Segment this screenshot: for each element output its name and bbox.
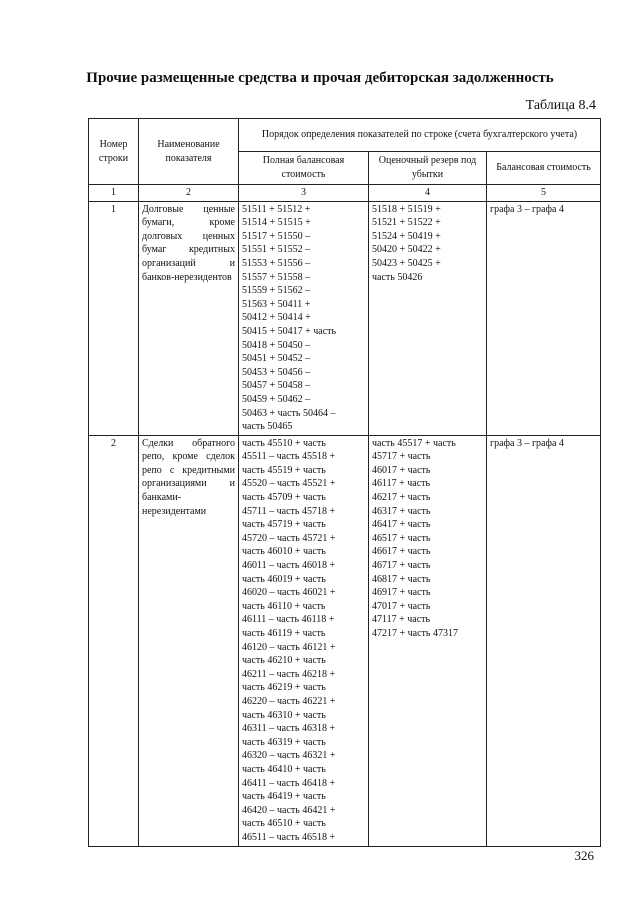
header-group: Порядок определения показателей по строке (счета бухгалтерского учета) xyxy=(239,119,601,152)
formula-line: 50415 + 50417 + часть xyxy=(242,325,337,337)
cell-col3 xyxy=(239,201,369,435)
header-row-no: Номер строки xyxy=(89,119,139,185)
formula-line: 51557 + 51558 – xyxy=(242,271,311,283)
formula-line: часть 46219 + часть xyxy=(242,682,326,694)
header-indicator-name: Наименование показателя xyxy=(139,119,239,185)
formula-line: 46320 – часть 46321 + xyxy=(242,750,336,762)
formula-line: 50412 + 50414 + xyxy=(242,312,311,324)
formula-line: часть 46419 + часть xyxy=(242,791,326,803)
cell-col4 xyxy=(369,435,487,846)
formula-line: 51553 + 51556 – xyxy=(242,257,311,269)
formula-line: 46317 + часть xyxy=(372,505,431,517)
formula-line: часть 45719 + часть xyxy=(242,519,326,531)
formula-line: 51514 + 51515 + xyxy=(242,217,311,229)
page-number: 326 xyxy=(574,848,594,863)
formula-line: 51521 + 51522 + xyxy=(372,217,441,229)
column-number: 2 xyxy=(139,185,239,202)
formula-line: 50451 + 50452 – xyxy=(242,353,311,365)
formula-line: 46120 – часть 46121 + xyxy=(242,641,336,653)
formula-line: часть 45517 + часть xyxy=(372,437,456,449)
formula-line: 46220 – часть 46221 + xyxy=(242,695,336,707)
formula-line: 51551 + 51552 – xyxy=(242,244,311,256)
formula-line: 50453 + 50456 – xyxy=(242,366,311,378)
formula-line: 46420 – часть 46421 + xyxy=(242,804,336,816)
column-number: 3 xyxy=(239,185,369,202)
formula-line: 46311 – часть 46318 + xyxy=(242,723,336,735)
formula-line: 46917 + часть xyxy=(372,587,431,599)
row-number: 1 xyxy=(89,201,139,435)
formula-line: часть 46119 + часть xyxy=(242,628,326,639)
column-number: 4 xyxy=(369,185,487,202)
column-number: 1 xyxy=(89,185,139,202)
column-number: 5 xyxy=(487,185,601,202)
indicator-name: Сделки обратного репо, кроме сделок репо с кредитными организациями и банками-нерезидентами xyxy=(139,435,239,846)
formula-line: 51517 + 51550 – xyxy=(242,230,311,242)
formula-line: 51524 + 50419 + xyxy=(372,230,441,242)
table-row xyxy=(89,201,601,435)
formula-line: часть 46510 + часть xyxy=(242,818,326,830)
formula-line: 46411 – часть 46418 + xyxy=(242,777,336,789)
page-title: Прочие размещенные средства и прочая дебиторская задолженность xyxy=(86,70,554,86)
formula-line: 46217 + часть xyxy=(372,492,431,504)
formula-line: часть 46310 + часть xyxy=(242,709,326,721)
formula-line: 46011 – часть 46018 + xyxy=(242,560,336,572)
formula-line: часть 46019 + часть xyxy=(242,573,326,585)
formula-line: 45511 – часть 45518 + xyxy=(242,451,336,463)
formula-line: 50423 + 50425 + xyxy=(372,257,441,269)
formula-line: часть 46319 + часть xyxy=(242,736,326,748)
header-col4: Оценочный резерв под убытки xyxy=(369,152,487,185)
formula-line: 45520 – часть 45521 + xyxy=(242,478,336,490)
formula-line: 46817 + часть xyxy=(372,573,431,585)
cell-col5: графа 3 – графа 4 xyxy=(487,435,601,846)
formula-line: 46417 + часть xyxy=(372,519,431,531)
formula-line: 45717 + часть xyxy=(372,451,431,463)
formula-line: 50420 + 50422 + xyxy=(372,244,441,256)
cell-col5: графа 3 – графа 4 xyxy=(487,201,601,435)
formula-line: 45720 – часть 45721 + xyxy=(242,532,336,544)
table-number: Таблица 8.4 xyxy=(525,98,596,113)
indicator-name: Долговые ценные бумаги, кроме долговых ценных бумаг кредитных организаций и банков-нерезидентов xyxy=(139,201,239,435)
formula-line: 50463 + часть 50464 – xyxy=(242,407,336,419)
formula-line: 46211 – часть 46218 + xyxy=(242,668,336,680)
formula-line: часть 46410 + часть xyxy=(242,763,326,775)
formula-line: часть 46210 + часть xyxy=(242,655,326,667)
formula-line: 50418 + 50450 – xyxy=(242,339,311,351)
formula-line: 46017 + часть xyxy=(372,464,431,476)
formula-line: часть 50426 xyxy=(372,271,423,283)
formula-line: 50459 + 50462 – xyxy=(242,393,311,405)
formula-line: 45711 – часть 45718 + xyxy=(242,505,336,517)
formula-line: 46117 + часть xyxy=(372,478,431,490)
formula-line: 46617 + часть xyxy=(372,546,431,558)
formula-line: 46111 – часть 46118 + xyxy=(242,614,335,626)
formula-line: часть 45709 + часть xyxy=(242,492,326,504)
formula-line: 46511 – часть 46518 + xyxy=(242,831,336,843)
formula-line: 51518 + 51519 + xyxy=(372,203,441,215)
formula-line: часть 45519 + часть xyxy=(242,464,326,476)
formula-line: часть 46110 + часть xyxy=(242,600,326,612)
formula-line: 50457 + 50458 – xyxy=(242,380,311,392)
formula-line: часть 46010 + часть xyxy=(242,546,326,558)
formula-line: часть 45510 + часть xyxy=(242,437,326,449)
table-row xyxy=(89,435,601,846)
cell-col4 xyxy=(369,201,487,435)
formula-line: часть 50465 xyxy=(242,421,293,433)
formula-line: 47017 + часть xyxy=(372,600,431,612)
formula-line: 46020 – часть 46021 + xyxy=(242,587,336,599)
cell-col3 xyxy=(239,435,369,846)
formula-line: 47217 + часть 47317 xyxy=(372,628,458,639)
formula-line: 46717 + часть xyxy=(372,560,431,572)
accounts-table xyxy=(88,118,601,847)
column-numbers-row xyxy=(89,185,601,202)
row-number: 2 xyxy=(89,435,139,846)
formula-line: 46517 + часть xyxy=(372,532,431,544)
formula-line: 51511 + 51512 + xyxy=(242,203,311,215)
formula-line: 47117 + часть xyxy=(372,614,431,626)
header-col5: Балансовая стоимость xyxy=(487,152,601,185)
header-col3: Полная балансовая стоимость xyxy=(239,152,369,185)
formula-line: 51563 + 50411 + xyxy=(242,298,311,310)
formula-line: 51559 + 51562 – xyxy=(242,285,311,297)
